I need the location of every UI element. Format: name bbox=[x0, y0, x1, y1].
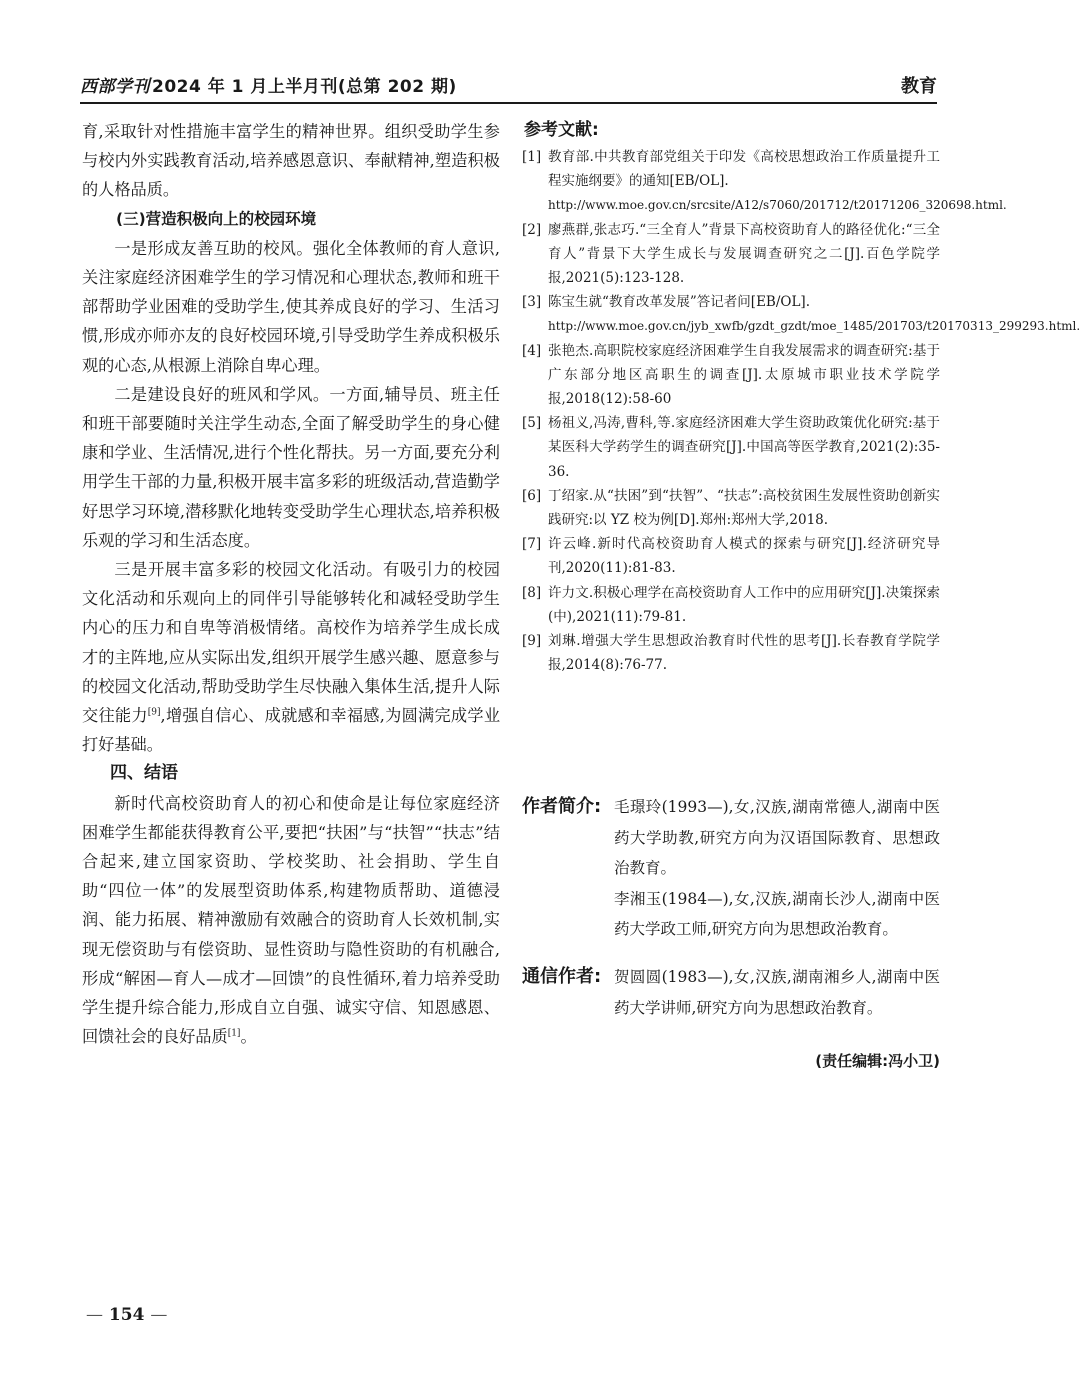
reference-url: http://www.moe.gov.cn/jyb_xwfb/gzdt_gzdt/moe_1485/201703/t20170313_299293.html. bbox=[548, 319, 1080, 334]
reference-item bbox=[522, 532, 940, 580]
reference-item bbox=[522, 145, 1007, 218]
reference-number: [2] bbox=[522, 221, 542, 238]
reference-text: 张艳杰.高职院校家庭经济困难学生自我发展需求的调查研究:基于广东部分地区高职生的调查[J].太原城市职业技术学院学报,2018(12):58-60 bbox=[548, 342, 940, 408]
citation: [9] bbox=[147, 707, 161, 718]
header-rule bbox=[80, 102, 937, 104]
reference-item bbox=[522, 581, 940, 629]
author-bio-text bbox=[614, 792, 940, 945]
reference-number: [1] bbox=[522, 149, 542, 165]
corresponding-author-entry: 贺圆圆(1983—),女,汉族,湖南湘乡人,湖南中医药大学讲师,研究方向为思想政治教育。 bbox=[614, 968, 940, 1017]
page-dash-right: — bbox=[150, 1305, 168, 1325]
section-heading: 四、结语 bbox=[110, 763, 178, 784]
reference-item bbox=[522, 629, 940, 677]
reference-list bbox=[522, 145, 1080, 677]
corresponding-author bbox=[522, 962, 940, 1023]
author-bio-entry: 李湘玉(1984—),女,汉族,湖南长沙人,湖南中医药大学政工师,研究方向为思想政治教育。 bbox=[614, 889, 940, 938]
reference-text: 教育部.中共教育部党组关于印发《高校思想政治工作质量提升工程实施纲要》的通知[EB/OL]. bbox=[548, 149, 940, 190]
references-section bbox=[522, 117, 1080, 677]
page-number-value: 154 bbox=[108, 1305, 145, 1325]
reference-item bbox=[522, 484, 940, 532]
page-dash-left: — bbox=[86, 1305, 103, 1325]
author-bio bbox=[522, 792, 940, 945]
corresponding-author-text bbox=[614, 962, 940, 1023]
reference-text: 许云峰.新时代高校资助育人模式的探索与研究[J].经济研究导刊,2020(11):81-83. bbox=[548, 536, 940, 577]
reference-number: [6] bbox=[522, 487, 542, 504]
text-run: 新时代高校资助育人的初心和使命是让每位家庭经济困难学生都能获得教育公平,要把“扶困”与“扶智”“扶志”结合起来,建立国家资助、学校奖助、社会捐助、学生自助“四位一体”的发展型资助体系,构建物质帮助、道德浸润、能力拓展、精神激励有效融合的资助育人长效机制,实现无偿资助与有偿资助、显性资助与隐性资助的有机融合,形成“解困—育人—成才—回馈”的良性循环,着力培养受助学生提升综合能力,形成自立自强、诚实守信、知恩感恩、回馈社会的良好品质 bbox=[82, 793, 500, 1047]
reference-number: [5] bbox=[522, 415, 542, 432]
author-bio-label: 作者简介: bbox=[522, 796, 602, 817]
issue-info: 2024 年 1 月上半月刊(总第 202 期) bbox=[152, 77, 457, 97]
references-title: 参考文献: bbox=[524, 120, 599, 140]
section-name: 教育 bbox=[901, 76, 937, 97]
reference-url: http://www.moe.gov.cn/srcsite/A12/s7060/201712/t20171206_320698.html. bbox=[548, 198, 1007, 213]
reference-item bbox=[522, 339, 940, 412]
left-column bbox=[82, 117, 500, 1052]
reference-item bbox=[522, 411, 940, 484]
author-bio-entry: 毛璟玲(1993—),女,汉族,湖南常德人,湖南中医药大学助教,研究方向为汉语国际教育、思想政治教育。 bbox=[614, 798, 940, 877]
reference-text: 陈宝生就“教育改革发展”答记者问[EB/OL]. bbox=[548, 294, 810, 311]
responsible-editor: (责任编辑:冯小卫) bbox=[815, 1052, 940, 1070]
paragraph bbox=[82, 789, 500, 1052]
reference-text: 刘琳.增强大学生思想政治教育时代性的思考[J].长春教育学院学报,2014(8):76-77. bbox=[548, 633, 940, 674]
journal-info bbox=[80, 72, 457, 97]
text-run: ,增强自信心、成就感和幸福感,为圆满完成学业打好基础。 bbox=[82, 706, 501, 755]
paragraph: 育,采取针对性措施丰富学生的精神世界。组织受助学生参与校内外实践教育活动,培养感恩意识、奉献精神,塑造积极的人格品质。 bbox=[82, 122, 500, 200]
reference-item bbox=[522, 290, 1080, 338]
paragraph bbox=[82, 555, 500, 759]
corresponding-author-label: 通信作者: bbox=[522, 966, 602, 987]
subsection-heading: (三)营造积极向上的校园环境 bbox=[116, 209, 317, 228]
paragraph: 二是建设良好的班风和学风。一方面,辅导员、班主任和班干部要随时关注学生动态,全面了解受助学生的身心健康和学业、生活情况,进行个性化帮扶。另一方面,要充分利用学生干部的力量,积极开展丰富多彩的班级活动,营造勤学好思学习环境,潜移默化地转变受助学生心理状态,培养积极乐观的学习和生活态度。 bbox=[82, 384, 500, 550]
running-header bbox=[80, 72, 937, 98]
reference-text: 廖燕群,张志巧.“三全育人”背景下高校资助育人的路径优化:“三全育人”背景下大学生成长与发展调查研究之二[J].百色学院学报,2021(5):123-128. bbox=[548, 221, 940, 287]
text-run: 。 bbox=[240, 1027, 257, 1047]
journal-logo: 西部学刊 bbox=[80, 77, 150, 97]
reference-number: [3] bbox=[522, 294, 542, 311]
paragraph: 一是形成友善互助的校风。强化全体教师的育人意识,关注家庭经济困难学生的学习情况和心理状态,教师和班干部帮助学业困难的受助学生,使其养成良好的学习、生活习惯,形成亦师亦友的良好校园环境,引导受助学生养成积极乐观的心态,从根源上消除自卑心理。 bbox=[82, 238, 500, 375]
citation: [1] bbox=[227, 1028, 241, 1039]
reference-number: [9] bbox=[522, 633, 542, 650]
reference-text: 许力文.积极心理学在高校资助育人工作中的应用研究[J].决策探索(中),2021(11):79-81. bbox=[548, 584, 940, 625]
reference-text: 丁绍家.从“扶困”到“扶智”、“扶志”:高校贫困生发展性资助创新实践研究:以 YZ 校为例[D].郑州:郑州大学,2018. bbox=[548, 487, 940, 529]
reference-number: [7] bbox=[522, 536, 542, 553]
reference-text: 杨祖义,冯涛,曹科,等.家庭经济困难大学生资助政策优化研究:基于某医科大学药学生的调查研究[J].中国高等医学教育,2021(2):35-36. bbox=[548, 415, 940, 480]
page-number bbox=[86, 1305, 167, 1325]
reference-item bbox=[522, 218, 940, 291]
text-run: 三是开展丰富多彩的校园文化活动。有吸引力的校园文化活动和乐观向上的同伴引导能够转化和减轻受助学生内心的压力和自卑等消极情绪。高校作为培养学生成长成才的主阵地,应从实际出发,组织开展学生感兴趣、愿意参与的校园文化活动,帮助受助学生尽快融入集体生活,提升人际交往能力 bbox=[82, 560, 500, 726]
reference-number: [8] bbox=[522, 584, 542, 601]
reference-number: [4] bbox=[522, 342, 542, 359]
